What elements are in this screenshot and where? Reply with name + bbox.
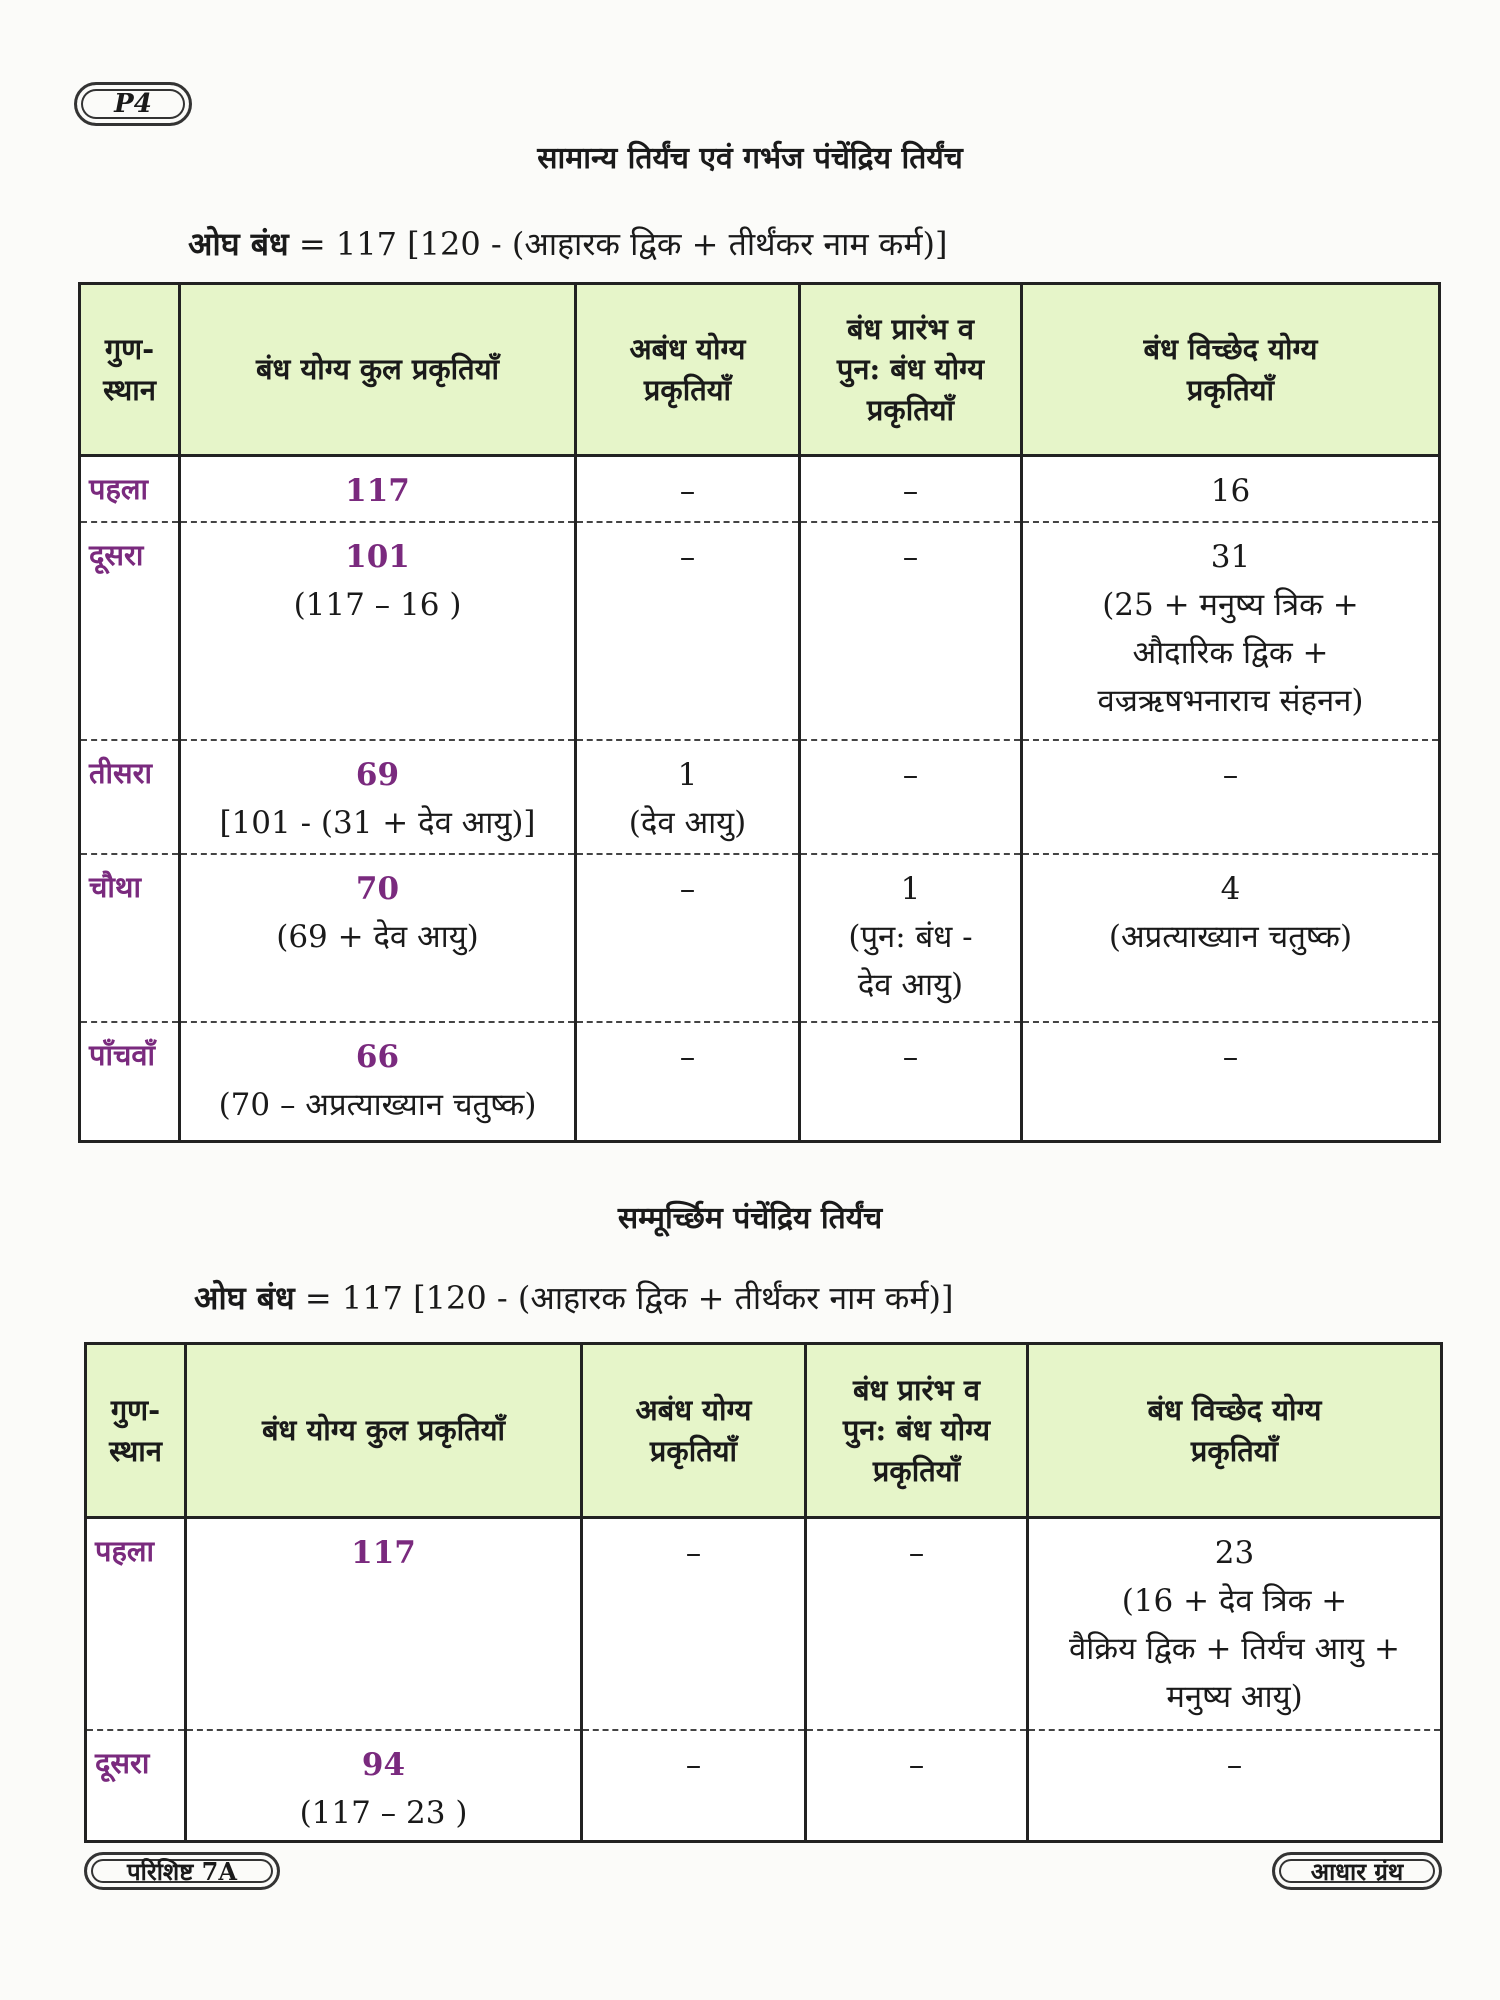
vichhed-cell: – <box>1022 1022 1440 1142</box>
abandh-cell: – <box>576 1022 800 1142</box>
vichhed-cell: 31 (25 + मनुष्य त्रिक + औदारिक द्विक + वज्रऋषभनाराच संहनन) <box>1022 522 1440 740</box>
vichhed-cell: – <box>1028 1730 1442 1842</box>
gunasthan-cell: दूसरा <box>80 522 180 740</box>
table-row <box>80 854 1440 1022</box>
total-cell: 66 (70 – अप्रत्याख्यान चतुष्क) <box>180 1022 576 1142</box>
header-total: बंध योग्य कुल प्रकृतियाँ <box>186 1344 582 1518</box>
prarambh-cell: – <box>800 1022 1022 1142</box>
prarambh-cell: – <box>800 522 1022 740</box>
table-row <box>86 1730 1442 1842</box>
abandh-cell: – <box>582 1730 806 1842</box>
abandh-cell: – <box>576 854 800 1022</box>
total-cell: 94 (117 – 23 ) <box>186 1730 582 1842</box>
abandh-cell: 1 (देव आयु) <box>576 740 800 854</box>
prarambh-cell: – <box>800 740 1022 854</box>
prarambh-cell: – <box>806 1730 1028 1842</box>
footer-source-label: आधार ग्रंथ <box>1272 1852 1442 1890</box>
total-cell: 117 <box>180 456 576 522</box>
table-1 <box>78 282 1441 1143</box>
table-row <box>86 1518 1442 1730</box>
table-row <box>80 522 1440 740</box>
table-1-header <box>80 284 1440 456</box>
footer-appendix-label: परिशिष्ट 7A <box>84 1852 280 1890</box>
total-cell: 70 (69 + देव आयु) <box>180 854 576 1022</box>
section2-title: सम्मूर्च्छिम पंचेंद्रिय तिर्यंच <box>617 1201 883 1236</box>
vichhed-cell: – <box>1022 740 1440 854</box>
table-row <box>80 456 1440 522</box>
gunasthan-cell: तीसरा <box>80 740 180 854</box>
header-abandh: अबंध योग्य प्रकृतियाँ <box>576 284 800 456</box>
gunasthan-cell: पहला <box>80 456 180 522</box>
header-prarambh: बंध प्रारंभ व पुन: बंध योग्य प्रकृतियाँ <box>800 284 1022 456</box>
header-gunasthan: गुण- स्थान <box>80 284 180 456</box>
page-label: P4 <box>74 82 192 126</box>
prarambh-cell: 1 (पुन: बंध - देव आयु) <box>800 854 1022 1022</box>
vichhed-cell: 16 <box>1022 456 1440 522</box>
section1-formula: ओघ बंध = 117 [120 - (आहारक द्विक + तीर्थंकर नाम कर्म)] <box>188 225 948 263</box>
prarambh-cell: – <box>800 456 1022 522</box>
abandh-cell: – <box>576 456 800 522</box>
header-vichhed: बंध विच्छेद योग्य प्रकृतियाँ <box>1028 1344 1442 1518</box>
vichhed-cell: 23 (16 + देव त्रिक + वैक्रिय द्विक + तिर्यंच आयु + मनुष्य आयु) <box>1028 1518 1442 1730</box>
header-prarambh: बंध प्रारंभ व पुन: बंध योग्य प्रकृतियाँ <box>806 1344 1028 1518</box>
abandh-cell: – <box>582 1518 806 1730</box>
table-row <box>80 1022 1440 1142</box>
abandh-cell: – <box>576 522 800 740</box>
header-total: बंध योग्य कुल प्रकृतियाँ <box>180 284 576 456</box>
gunasthan-cell: पहला <box>86 1518 186 1730</box>
total-cell: 101 (117 – 16 ) <box>180 522 576 740</box>
table-2-header <box>86 1344 1442 1518</box>
header-vichhed: बंध विच्छेद योग्य प्रकृतियाँ <box>1022 284 1440 456</box>
section1-title: सामान्य तिर्यंच एवं गर्भज पंचेंद्रिय तिर्यंच <box>537 141 963 176</box>
gunasthan-cell: दूसरा <box>86 1730 186 1842</box>
gunasthan-cell: पाँचवाँ <box>80 1022 180 1142</box>
header-abandh: अबंध योग्य प्रकृतियाँ <box>582 1344 806 1518</box>
table-row <box>80 740 1440 854</box>
total-cell: 117 <box>186 1518 582 1730</box>
prarambh-cell: – <box>806 1518 1028 1730</box>
vichhed-cell: 4 (अप्रत्याख्यान चतुष्क) <box>1022 854 1440 1022</box>
total-cell: 69 [101 - (31 + देव आयु)] <box>180 740 576 854</box>
header-gunasthan: गुण- स्थान <box>86 1344 186 1518</box>
table-2 <box>84 1342 1443 1843</box>
section2-formula: ओघ बंध = 117 [120 - (आहारक द्विक + तीर्थंकर नाम कर्म)] <box>194 1279 954 1317</box>
gunasthan-cell: चौथा <box>80 854 180 1022</box>
